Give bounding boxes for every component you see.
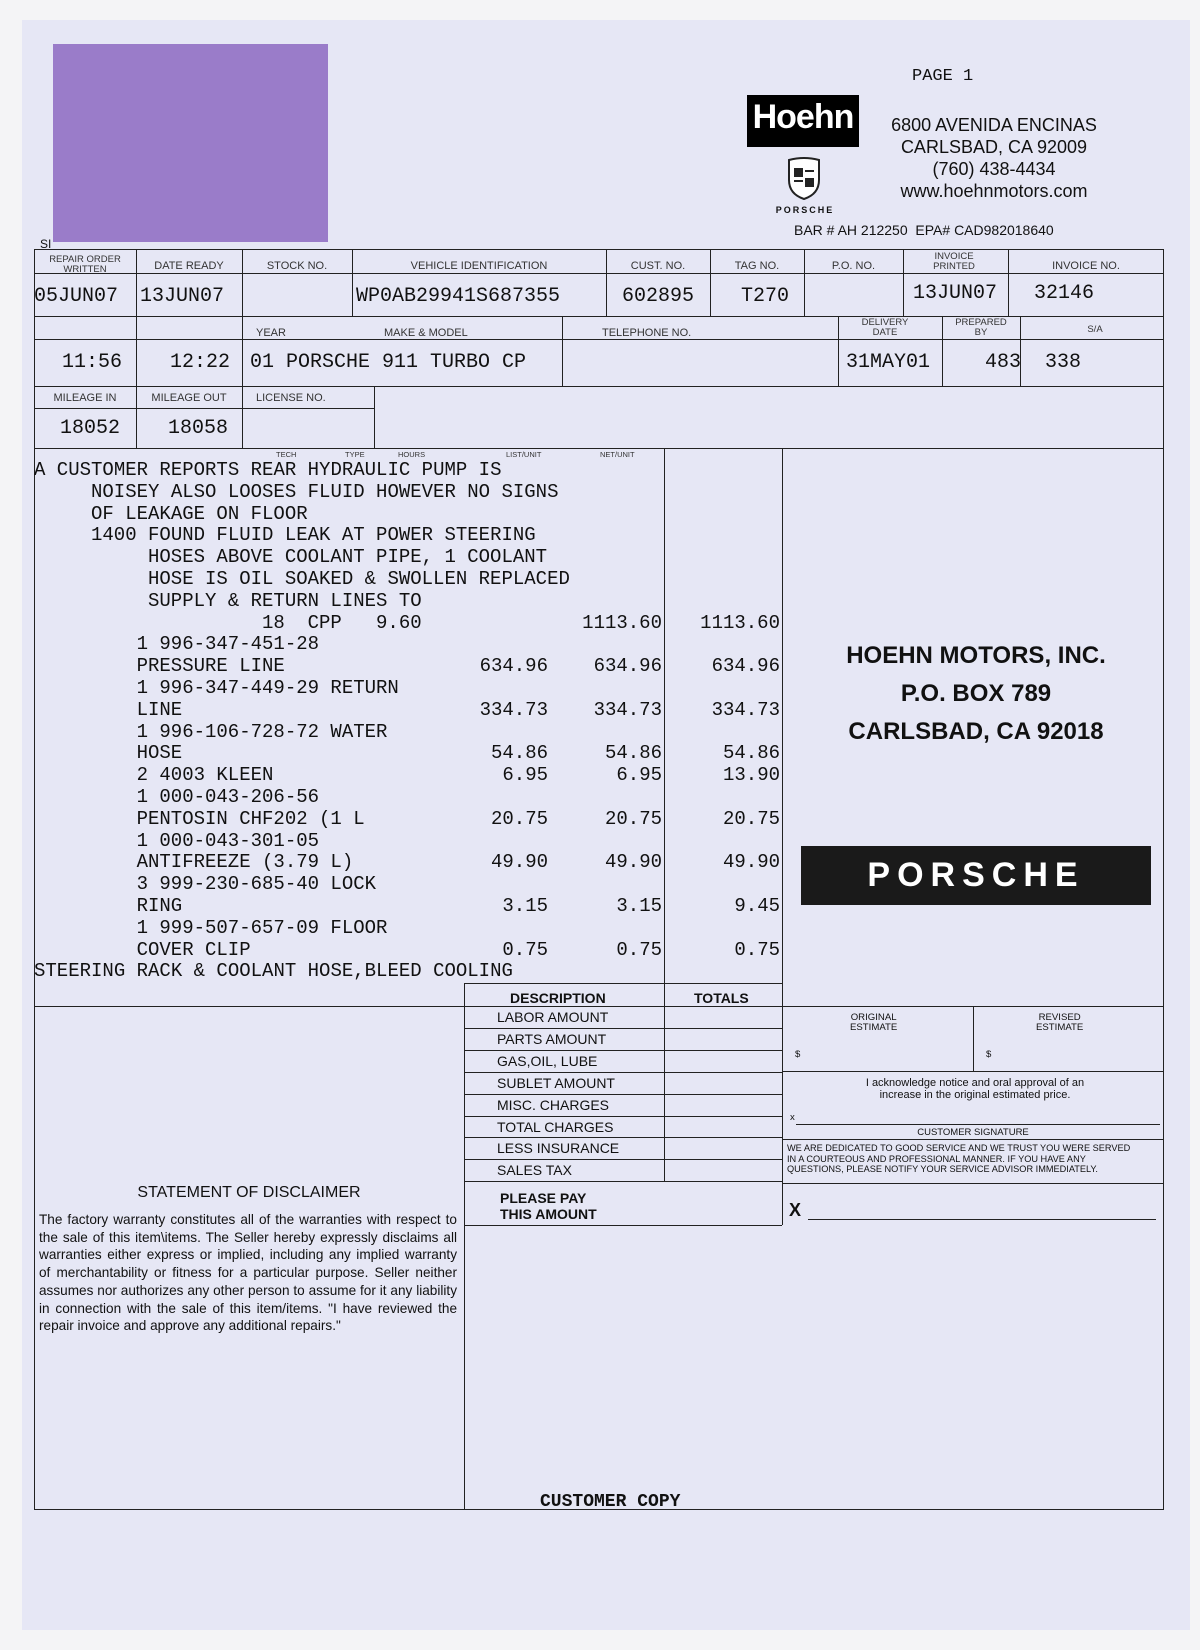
porsche-crest-icon (786, 156, 822, 200)
work-line-list: 334.73 (479, 698, 548, 721)
totals-header: TOTALS (694, 990, 749, 1006)
work-line-net: 20.75 (604, 807, 662, 830)
dealer-address (870, 114, 1118, 202)
work-line-text: LINE (136, 698, 183, 721)
address-line-1: 6800 AVENIDA ENCINAS (891, 115, 1097, 135)
work-line-total: 0.75 (734, 938, 780, 961)
disclaimer-body: The factory warranty constitutes all of the warranties with respect to the sale of this item\items. The Seller hereby expressly disclaims all warranties either express or implied, including any implied warranty of merchantability or fitness for a particular purpose. Seller neither assumes nor authorizes any other person to assume for it any liability in connection with the sale of this item/items. "I have reviewed the repair invoice and approve any additional repairs." (39, 1212, 457, 1334)
revised-estimate-label (1036, 1013, 1083, 1033)
customer-signature-line[interactable] (796, 1124, 1160, 1125)
work-line-text: 1 000-043-301-05 (136, 829, 320, 852)
label-mileage-in: MILEAGE IN (53, 392, 117, 404)
original-label-2: ESTIMATE (850, 1022, 898, 1033)
prepared-by-value: 483 (985, 351, 1022, 374)
work-line-text: ANTIFREEZE (3.79 L) (136, 851, 354, 874)
work-line-text: 1 996-347-451-28 (136, 633, 320, 656)
phone-number: (760) 438-4434 (932, 159, 1056, 179)
totals-row-label: SALES TAX (497, 1162, 572, 1179)
work-line-net: 3.15 (616, 895, 662, 917)
work-line-net: 1113.60 (582, 611, 662, 634)
page-label: PAGE 1 (912, 67, 974, 86)
work-line-text: PENTOSIN CHF202 (1 L (136, 807, 365, 830)
label-ro-written: REPAIR ORDER WRITTEN (49, 254, 121, 275)
invoice-printed-value: 13JUN07 (913, 282, 998, 305)
service-statement (787, 1143, 1159, 1175)
revised-label-2: ESTIMATE (1036, 1022, 1084, 1033)
totals-row-divider (464, 1050, 782, 1051)
label-sa: S/A (1087, 324, 1103, 335)
work-line-net: 54.86 (604, 742, 662, 765)
sa-value: 338 (1045, 351, 1082, 374)
work-line-text: STEERING RACK & COOLANT HOSE,BLEED COOLING (34, 960, 513, 983)
work-line-text: A CUSTOMER REPORTS REAR HYDRAULIC PUMP IS (34, 459, 502, 481)
work-line-text: HOSE (136, 742, 183, 765)
please-pay-label (500, 1190, 597, 1222)
original-label-1: ORIGINAL (850, 1012, 897, 1023)
work-line-total: 1113.60 (700, 611, 780, 634)
totals-row-label: MISC. CHARGES (497, 1096, 610, 1113)
work-line-total: 634.96 (711, 655, 780, 678)
totals-row-divider (464, 1094, 782, 1095)
label-invoice-printed: INVOICE PRINTED (933, 251, 975, 272)
totals-row-divider (464, 1072, 782, 1073)
work-line-list: 54.86 (490, 742, 548, 765)
revised-label-1: REVISED (1038, 1012, 1081, 1023)
dealer-po-box: P.O. BOX 789 (900, 680, 1052, 707)
ro-written-value: 05JUN07 (34, 285, 119, 308)
label-date-ready: DATE READY (154, 260, 224, 272)
label-list-unit: LIST/UNIT (506, 450, 542, 459)
dealer-city: CARLSBAD, CA 92018 (848, 718, 1104, 745)
service-line-2: IN A COURTEOUS AND PROFESSIONAL MANNER. IF YOU HAVE ANY (787, 1153, 1086, 1164)
signature-x: x (790, 1112, 795, 1123)
totals-row-divider (464, 1028, 782, 1029)
customer-signature-label: CUSTOMER SIGNATURE (917, 1127, 1029, 1138)
final-signature-x: X (789, 1200, 802, 1220)
label-make-model: MAKE & MODEL (384, 327, 468, 339)
label-tag-no: TAG NO. (734, 260, 780, 272)
work-line-text: COVER CLIP (136, 938, 251, 961)
ack-line-2: increase in the original estimated price. (879, 1089, 1071, 1101)
work-line-text: HOSES ABOVE COOLANT PIPE, 1 COOLANT (148, 546, 548, 569)
acknowledge-text (790, 1077, 1160, 1101)
delivery-date-value: 31MAY01 (846, 351, 931, 374)
label-year: YEAR (256, 327, 286, 339)
service-line-3: QUESTIONS, PLEASE NOTIFY YOUR SERVICE ADVISOR IMMEDIATELY. (787, 1164, 1098, 1174)
mileage-out-value: 18058 (168, 417, 229, 440)
work-line-text: 1 000-043-206-56 (136, 786, 320, 808)
totals-row-divider (464, 1116, 782, 1117)
work-line-list: 0.75 (502, 938, 548, 961)
work-line-total: 9.45 (734, 895, 780, 917)
totals-row-label: TOTAL CHARGES (497, 1118, 614, 1135)
totals-row-divider (464, 1137, 782, 1138)
service-line-1: WE ARE DEDICATED TO GOOD SERVICE AND WE TRUST YOU WERE SERVED (787, 1143, 1131, 1153)
work-line-total: 54.86 (722, 742, 780, 765)
work-line-list: 49.90 (490, 851, 548, 874)
work-line-text: PRESSURE LINE (136, 655, 285, 678)
invoice-no-value: 32146 (1034, 282, 1095, 305)
please-pay-line-1: PLEASE PAY (500, 1190, 587, 1206)
work-line-text: 2 4003 KLEEN (136, 764, 274, 787)
totals-row-label: LESS INSURANCE (497, 1140, 620, 1157)
work-line-text: 1 999-507-657-09 FLOOR (136, 916, 388, 939)
work-line-text: 18 CPP 9.60 (262, 611, 422, 634)
label-po-no: P.O. NO. (831, 260, 876, 272)
tag-no-value: T270 (741, 285, 790, 308)
vin-value: WP0AB29941S687355 (356, 285, 561, 308)
original-dollar[interactable]: $ (795, 1049, 801, 1060)
label-hours: HOURS (398, 450, 426, 459)
work-line-text: NOISEY ALSO LOOSES FLUID HOWEVER NO SIGNS (91, 480, 559, 503)
totals-row-label: GAS,OIL, LUBE (497, 1052, 598, 1069)
bar-epa-numbers: BAR # AH 212250 EPA# CAD982018640 (794, 222, 1054, 238)
time-out-value: 12:22 (170, 351, 231, 374)
work-line-text: HOSE IS OIL SOAKED & SWOLLEN REPLACED (148, 568, 570, 590)
work-line-list: 6.95 (502, 764, 548, 787)
porsche-logo: PORSCHE (801, 846, 1151, 905)
work-line-net: 49.90 (604, 851, 662, 874)
work-line-net: 634.96 (593, 655, 662, 678)
hoehn-logo: Hoehn (747, 95, 859, 147)
date-ready-value: 13JUN07 (140, 285, 225, 308)
revised-dollar[interactable]: $ (986, 1049, 992, 1060)
label-mileage-out: MILEAGE OUT (151, 392, 227, 404)
work-line-list: 20.75 (490, 807, 548, 830)
label-stock-no: STOCK NO. (266, 260, 328, 272)
totals-row-label: SUBLET AMOUNT (497, 1074, 615, 1091)
label-telephone: TELEPHONE NO. (602, 327, 692, 339)
work-line-list: 634.96 (479, 655, 548, 678)
label-tech: TECH (276, 450, 297, 459)
address-line-2: CARLSBAD, CA 92009 (900, 137, 1088, 157)
work-line-list: 3.15 (502, 895, 548, 917)
mileage-in-value: 18052 (60, 417, 121, 440)
ack-line-1: I acknowledge notice and oral approval of an (865, 1077, 1085, 1089)
crest-label: PORSCHE (775, 205, 835, 215)
dealer-box (800, 637, 1152, 751)
label-prepared-by: PREPARED BY (955, 317, 1007, 338)
customer-copy-label: CUSTOMER COPY (540, 1492, 681, 1512)
disclaimer-title: STATEMENT OF DISCLAIMER (137, 1184, 361, 1201)
cust-no-value: 602895 (622, 285, 695, 308)
label-type: TYPE (345, 450, 365, 459)
label-net-unit: NET/UNIT (600, 450, 635, 459)
work-line-net: 334.73 (593, 698, 662, 721)
corner-mark: SI (40, 237, 52, 251)
original-estimate-label (850, 1013, 897, 1033)
label-license-no: LICENSE NO. (256, 392, 326, 404)
work-line-text: 1 996-347-449-29 RETURN (136, 677, 399, 699)
work-line-text: SUPPLY & RETURN LINES TO (148, 589, 422, 612)
label-cust-no: CUST. NO. (630, 260, 686, 272)
work-line-text: 1 996-106-728-72 WATER (136, 720, 388, 743)
label-invoice-no: INVOICE NO. (1052, 260, 1120, 272)
work-line-text: 1400 FOUND FLUID LEAK AT POWER STEERING (91, 524, 536, 547)
label-vin: VEHICLE IDENTIFICATION (410, 260, 548, 272)
totals-desc-header: DESCRIPTION (510, 990, 606, 1006)
work-line-net: 6.95 (616, 764, 662, 787)
work-line-text: RING (136, 895, 183, 917)
work-line-total: 20.75 (722, 807, 780, 830)
vehicle-value: 01 PORSCHE 911 TURBO CP (250, 351, 527, 374)
work-line-text: 3 999-230-685-40 LOCK (136, 873, 377, 896)
redacted-area (53, 44, 328, 242)
work-line-total: 49.90 (722, 851, 780, 874)
work-line-total: 13.90 (722, 764, 780, 787)
please-pay-line-2: THIS AMOUNT (500, 1206, 597, 1222)
work-line-net: 0.75 (616, 938, 662, 961)
dealer-name: HOEHN MOTORS, INC. (846, 642, 1106, 669)
work-line-total: 334.73 (711, 698, 780, 721)
totals-row-divider (464, 1006, 782, 1007)
website: www.hoehnmotors.com (900, 181, 1088, 201)
totals-row-label: LABOR AMOUNT (497, 1009, 609, 1025)
work-line-text: OF LEAKAGE ON FLOOR (91, 502, 308, 525)
totals-row-label: PARTS AMOUNT (497, 1030, 607, 1047)
totals-row-divider (464, 1159, 782, 1160)
final-signature-line[interactable] (808, 1219, 1156, 1220)
label-delivery-date: DELIVERY DATE (861, 317, 909, 338)
time-in-value: 11:56 (62, 351, 123, 374)
